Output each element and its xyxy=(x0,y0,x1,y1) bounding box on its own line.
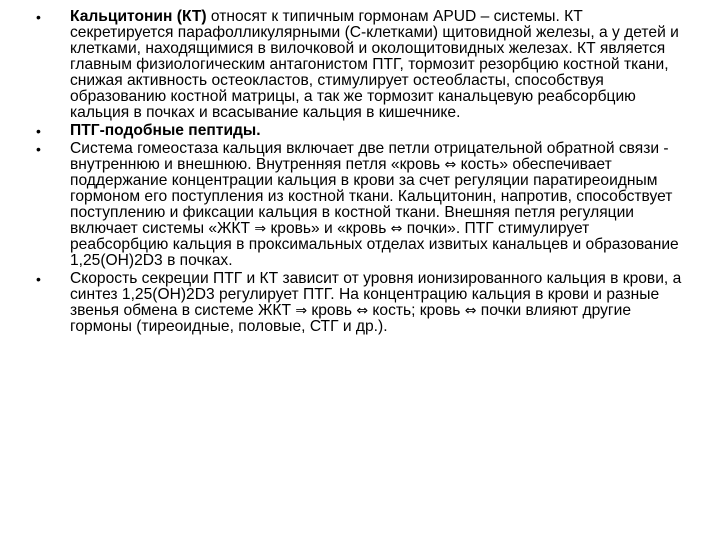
double-arrow-icon: ⇔ xyxy=(390,221,403,237)
bullet-dot-icon: • xyxy=(36,141,41,157)
calcitonin-term: Кальцитонин (КТ) xyxy=(70,8,207,25)
bullet-item-calcium-homeostasis xyxy=(36,141,684,269)
homeostasis-text-part: кровь» и «кровь xyxy=(266,220,391,237)
bullet-dot-icon: • xyxy=(36,123,41,139)
right-arrow-icon: ⇒ xyxy=(295,303,308,319)
secretion-text-part: кровь xyxy=(307,302,357,319)
double-arrow-icon: ⇔ xyxy=(356,303,369,319)
homeostasis-text-part: кость» обеспечивает поддержание концентрации кальция в крови за счет регуляции паратиреоидным гормоном его поступления из костной ткани. Кальцитонин, напротив, способствует поступлению и фиксации кальция в костной ткани. Внешняя петля регуляции включает системы «ЖКТ xyxy=(70,156,673,237)
double-arrow-icon: ⇔ xyxy=(444,157,457,173)
right-arrow-icon: ⇒ xyxy=(254,221,267,237)
homeostasis-text-part: почки». ПТГ стимулирует реабсорбцию кальция в проксимальных отделах извитых канальцев и образование 1,25(ОН)2D3 в почках. xyxy=(70,220,679,269)
pth-like-peptides-term: ПТГ-подобные пептиды. xyxy=(70,122,261,139)
bullet-list xyxy=(36,9,684,335)
bullet-item-calcitonin xyxy=(36,9,684,121)
bullet-dot-icon: • xyxy=(36,271,41,287)
secretion-text-part: кость; кровь xyxy=(368,302,465,319)
homeostasis-text-part: Система гомеостаза кальция включает две петли отрицательной обратной связи - внутреннюю и внешнюю. Внутренняя петля «кровь xyxy=(70,140,669,173)
bullet-item-pth-like-peptides xyxy=(36,123,684,139)
double-arrow-icon: ⇔ xyxy=(464,303,477,319)
bullet-dot-icon: • xyxy=(36,9,41,25)
bullet-item-secretion-rate xyxy=(36,271,684,335)
calcitonin-description: относят к типичным гормонам APUD – системы. КТ секретируется парафолликулярными (С-клетками) щитовидной железы, а у детей и клетками, находящимися в вилочковой и околощитовидных железах. КТ является главным физиологическим антагонистом ПТГ, тормозит резорбцию костной ткани, снижая активность остеокластов, стимулирует остеобласты, способствуя образованию костной матрицы, а так же тормозит канальцевую реабсорбцию кальция в почках и всасывание кальция в кишечнике. xyxy=(70,8,679,121)
secretion-text-part: почки влияют другие гормоны (тиреоидные, половые, СТГ и др.). xyxy=(70,302,632,335)
secretion-text-part: Скорость секреции ПТГ и КТ зависит от уровня ионизированного кальция в крови, а синтез 1,25(ОН)2D3 регулирует ПТГ. На концентрацию кальция в крови и разные звенья обмена в системе ЖКТ xyxy=(70,270,682,319)
